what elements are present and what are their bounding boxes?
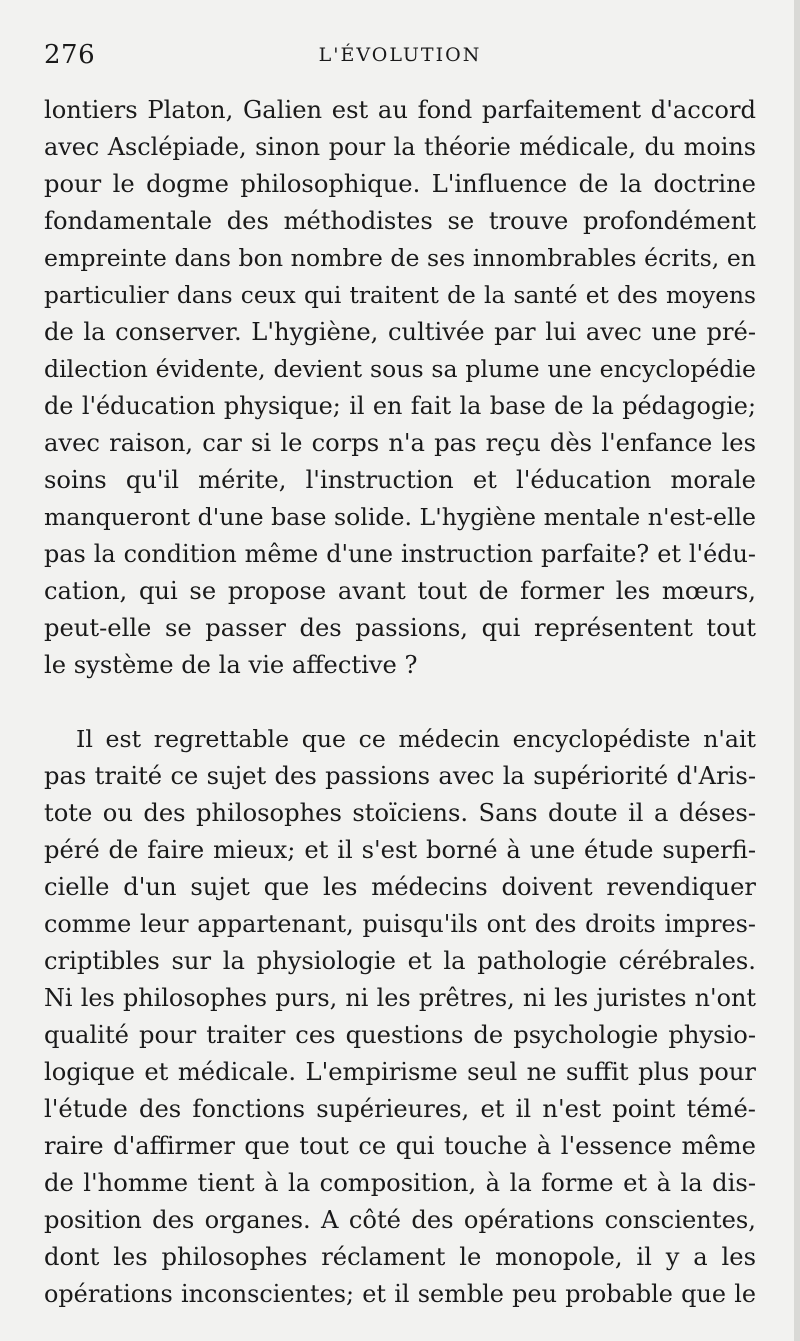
paragraph-spacer: [44, 684, 756, 721]
text-line: de l'éducation physique; il en fait la base de la pédagogie;: [44, 392, 756, 420]
text-line: Il est regrettable que ce médecin encyclopédiste n'ait: [76, 725, 756, 753]
text-line: qualité pour traiter ces questions de psychologie physio-: [44, 1021, 756, 1049]
text-line: logique et médicale. L'empirisme seul ne suffit plus pour: [44, 1058, 756, 1086]
text-line: raire d'affirmer que tout ce qui touche à l'essence même: [44, 1132, 756, 1160]
text-line: soins qu'il mérite, l'instruction et l'éducation morale: [44, 466, 756, 494]
text-line: avec raison, car si le corps n'a pas reçu dès l'enfance les: [44, 429, 756, 457]
text-line: de la conserver. L'hygiène, cultivée par lui avec une pré-: [44, 318, 756, 346]
text-line: tote ou des philosophes stoïciens. Sans doute il a déses-: [44, 799, 756, 827]
text-line: cielle d'un sujet que les médecins doivent revendiquer: [44, 873, 756, 901]
text-line: dont les philosophes réclament le monopole, il y a les: [44, 1243, 756, 1271]
text-line: de l'homme tient à la composition, à la forme et à la dis-: [44, 1169, 756, 1197]
text-line: dilection évidente, devient sous sa plume une encyclopédie: [44, 355, 756, 383]
text-line: position des organes. A côté des opérations conscientes,: [44, 1206, 756, 1234]
text-line: empreinte dans bon nombre de ses innombrables écrits, en: [44, 244, 756, 272]
text-line: manqueront d'une base solide. L'hygiène mentale n'est-elle: [44, 503, 756, 531]
text-line: pour le dogme philosophique. L'influence de la doctrine: [44, 170, 756, 198]
text-line: fondamentale des méthodistes se trouve profondément: [44, 207, 756, 235]
text-line: le système de la vie affective ?: [44, 651, 418, 679]
text-line: l'étude des fonctions supérieures, et il n'est point témé-: [44, 1095, 756, 1123]
page-header: [44, 40, 756, 76]
text-line: criptibles sur la physiologie et la pathologie cérébrales.: [44, 947, 756, 975]
body-text: [44, 92, 756, 1313]
text-line: peut-elle se passer des passions, qui représentent tout: [44, 614, 756, 642]
text-line: Ni les philosophes purs, ni les prêtres, ni les juristes n'ont: [44, 984, 756, 1012]
page-number: 276: [44, 40, 96, 70]
text-line: particulier dans ceux qui traitent de la santé et des moyens: [44, 282, 756, 309]
text-line: lontiers Platon, Galien est au fond parfaitement d'accord: [44, 96, 756, 124]
text-line: avec Asclépiade, sinon pour la théorie médicale, du moins: [44, 133, 756, 161]
text-line: cation, qui se propose avant tout de former les mœurs,: [44, 577, 756, 605]
paragraph-2: [44, 721, 756, 1313]
text-line: opérations inconscientes; et il semble peu probable que le: [44, 1280, 756, 1308]
text-line: péré de faire mieux; et il s'est borné à une étude superfi-: [44, 836, 756, 864]
text-line: comme leur appartenant, puisqu'ils ont des droits impres-: [44, 910, 756, 938]
text-line: pas traité ce sujet des passions avec la supériorité d'Aris-: [44, 762, 756, 790]
text-line: pas la condition même d'une instruction parfaite? et l'édu-: [44, 540, 756, 568]
paragraph-1: [44, 92, 756, 684]
running-head: L'ÉVOLUTION: [318, 44, 482, 66]
